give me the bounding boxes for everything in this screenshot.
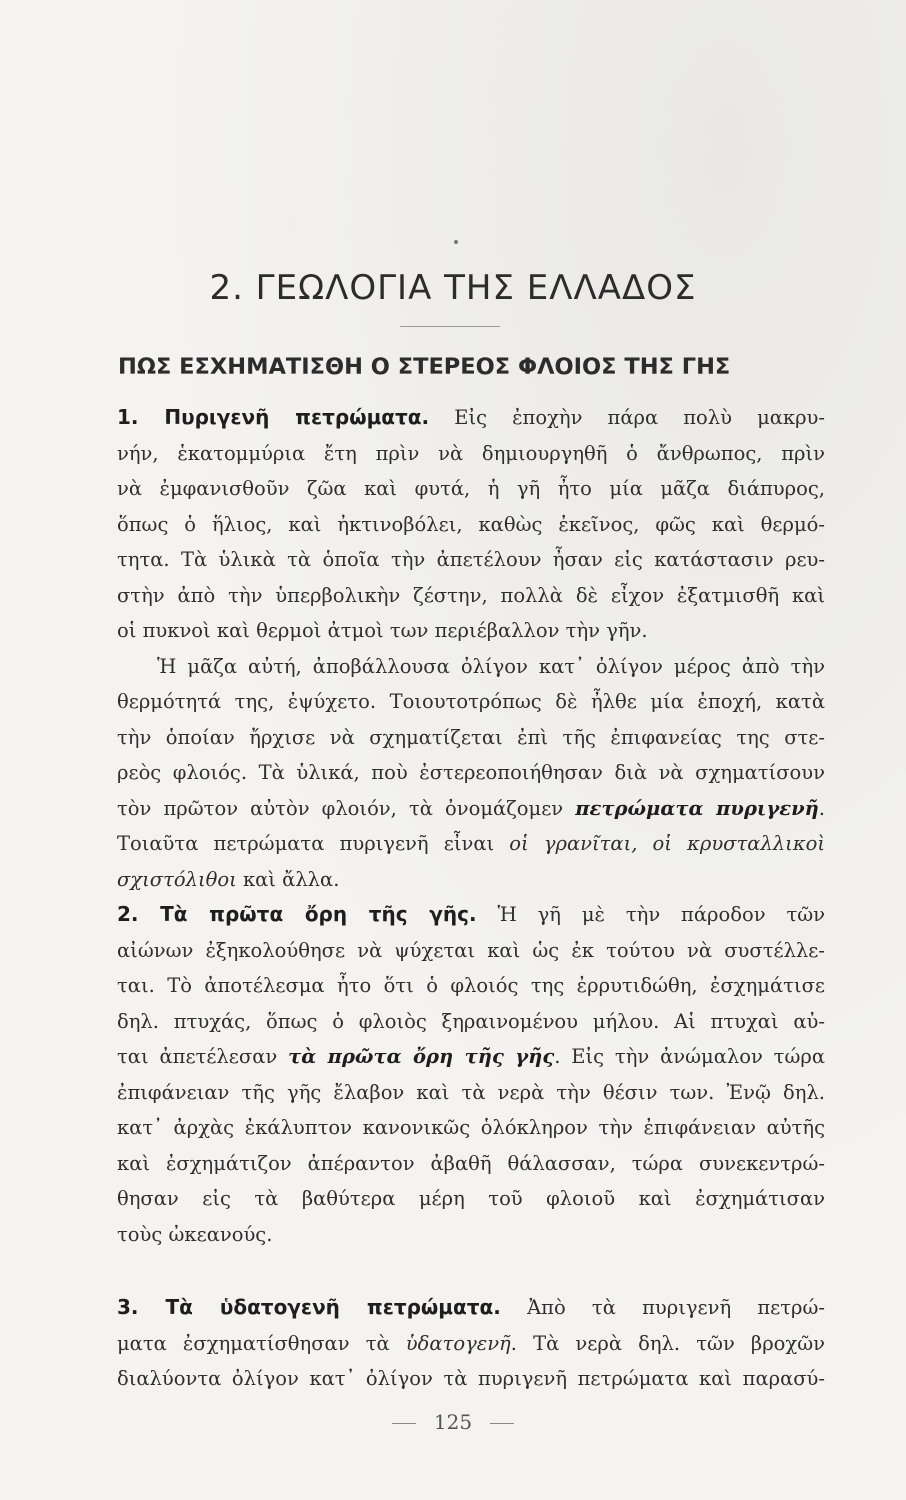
text-line: κατ᾽ ἀρχὰς ἐκάλυπτον κανονικῶς ὁλόκληρον τὴν ἐπιφάνειαν αὐτῆς: [117, 1116, 825, 1139]
title-rule: [400, 326, 500, 327]
text-line: [117, 1326, 825, 1362]
text-span: ματα ἐσχηματίσθησαν τὰ: [117, 1331, 390, 1355]
text-line: στὴν ἀπὸ τὴν ὑπερβολικὴν ζέστην, πολλὰ δὲ εἶχον ἐξατμισθῆ καὶ: [117, 583, 825, 607]
text-line: [117, 897, 825, 933]
page-footer: [0, 1410, 906, 1434]
text-line: [117, 1290, 825, 1326]
text-line: νήν, ἑκατομμύρια ἔτη πρὶν νὰ δημιουργηθῆ ὁ ἄνθρωπος, πρὶν: [117, 441, 825, 465]
text-line: ὅπως ὁ ἥλιος, καὶ ἠκτινοβόλει, καθὼς ἐκεῖνος, φῶς καὶ θερμό-: [117, 512, 825, 536]
text-line: θησαν εἰς τὰ βαθύτερα μέρη τοῦ φλοιοῦ καὶ ἐσχημάτισαν: [117, 1187, 825, 1210]
subsection-heading-3: 3. Τὰ ὑδατογενῆ πετρώματα.: [117, 1295, 501, 1319]
text-line: δηλ. πτυχάς, ὅπως ὁ φλοιὸς ξηραινομένου μήλου. Αἱ πτυχαὶ αὐ-: [117, 1009, 825, 1033]
body-text: [117, 400, 825, 1397]
text-line: [117, 826, 825, 862]
text-line: ἐπιφάνειαν τῆς γῆς ἔλαβον καὶ τὰ νερὰ τὴν θέσιν των. Ἐνῷ δηλ.: [117, 1080, 825, 1104]
text-line: Ἡ μᾶζα αὐτή, ἀποβάλλουσα ὀλίγον κατ᾽ ὀλίγον μέρος ἀπὸ τὴν: [157, 654, 825, 678]
text-span: Ἀπὸ τὰ πυριγενῆ πετρώ-: [527, 1296, 825, 1319]
footer-dash-left: [392, 1423, 416, 1424]
text-line: [117, 1039, 825, 1075]
text-line: αἰώνων ἐξηκολούθησε νὰ ψύχεται καὶ ὡς ἐκ τούτου νὰ συστέλλε-: [117, 938, 825, 962]
text-span: τὸν πρῶτον αὐτὸν φλοιόν, τὰ ὀνομάζομεν: [117, 796, 564, 820]
text-span: ται ἀπετέλεσαν: [117, 1045, 278, 1068]
footer-dash-right: [490, 1423, 514, 1424]
text-line: [117, 862, 825, 898]
text-line: [117, 400, 825, 436]
italic-term: οἱ γρανῖται, οἱ κρυσταλλικοὶ: [509, 832, 825, 855]
text-line: θερμότητά της, ἐψύχετο. Τοιουτοτρόπως δὲ ἦλθε μία ἐποχή, κατὰ: [117, 690, 825, 713]
text-line: τητα. Τὰ ὑλικὰ τὰ ὁποῖα τὴν ἀπετέλουν ἦσαν εἰς κατάστασιν ρευ-: [117, 548, 825, 571]
section-heading: ΠΩΣ ΕΣΧΗΜΑΤΙΣΘΗ Ο ΣΤΕΡΕΟΣ ΦΛΟΙΟΣ ΤΗΣ ΓΗΣ: [118, 354, 731, 380]
page-number: 125: [433, 1410, 473, 1434]
text-line: οἱ πυκνοὶ καὶ θερμοὶ ἀτμοὶ των περιέβαλλον τὴν γῆν.: [117, 619, 648, 642]
emphasis-term: τὰ πρῶτα ὄρη τῆς γῆς: [288, 1045, 555, 1068]
paragraph-gap: [117, 1252, 825, 1290]
text-span: Εἰς ἐποχὴν πάρα πολὺ μακρυ-: [454, 406, 825, 429]
text-span: . Εἰς τὴν ἀνώμαλον τώρα: [554, 1045, 825, 1068]
text-line: διαλύοντα ὀλίγον κατ᾽ ὀλίγον τὰ πυριγενῆ πετρώματα καὶ παρασύ-: [117, 1367, 825, 1390]
text-line: [117, 791, 825, 827]
subsection-heading-2: 2. Τὰ πρῶτα ὄρη τῆς γῆς.: [117, 902, 477, 926]
text-line: τοὺς ὠκεανούς.: [117, 1222, 273, 1246]
emphasis-term: πετρώματα πυριγενῆ: [575, 796, 819, 820]
ink-speck: [454, 240, 458, 244]
text-line: ρεὸς φλοιός. Τὰ ὑλικά, ποὺ ἐστερεοποιήθησαν διὰ νὰ σχηματίσουν: [117, 761, 825, 784]
italic-term: σχιστόλιθοι: [117, 867, 237, 891]
italic-term: ὑδατογενῆ: [405, 1331, 511, 1355]
text-line: ται. Τὸ ἀποτέλεσμα ἦτο ὅτι ὁ φλοιός της ἐρρυτιδώθη, ἐσχημάτισε: [117, 974, 825, 997]
text-line: τὴν ὁποίαν ἤρχισε νὰ σχηματίζεται ἐπὶ τῆς ἐπιφανείας της στε-: [117, 725, 825, 749]
text-span: .: [818, 796, 825, 820]
subsection-heading-1: 1. Πυριγενῆ πετρώματα.: [117, 405, 430, 429]
text-line: νὰ ἐμφανισθοῦν ζῶα καὶ φυτά, ἡ γῆ ἦτο μία μᾶζα διάπυρος,: [117, 477, 825, 500]
text-span: καὶ ἄλλα.: [242, 867, 340, 891]
text-span: . Τὰ νερὰ δηλ. τῶν βροχῶν: [510, 1331, 825, 1355]
text-span: Ἡ γῆ μὲ τὴν πάροδον τῶν: [497, 903, 825, 926]
text-span: Τοιαῦτα πετρώματα πυριγενῆ εἶναι: [117, 832, 495, 855]
chapter-title: 2. ΓΕΩΛΟΓΙΑ ΤΗΣ ΕΛΛΑΔΟΣ: [209, 268, 697, 308]
text-line: καὶ ἐσχημάτιζον ἀπέραντον ἀβαθῆ θάλασσαν, τώρα συνεκεντρώ-: [117, 1151, 825, 1175]
